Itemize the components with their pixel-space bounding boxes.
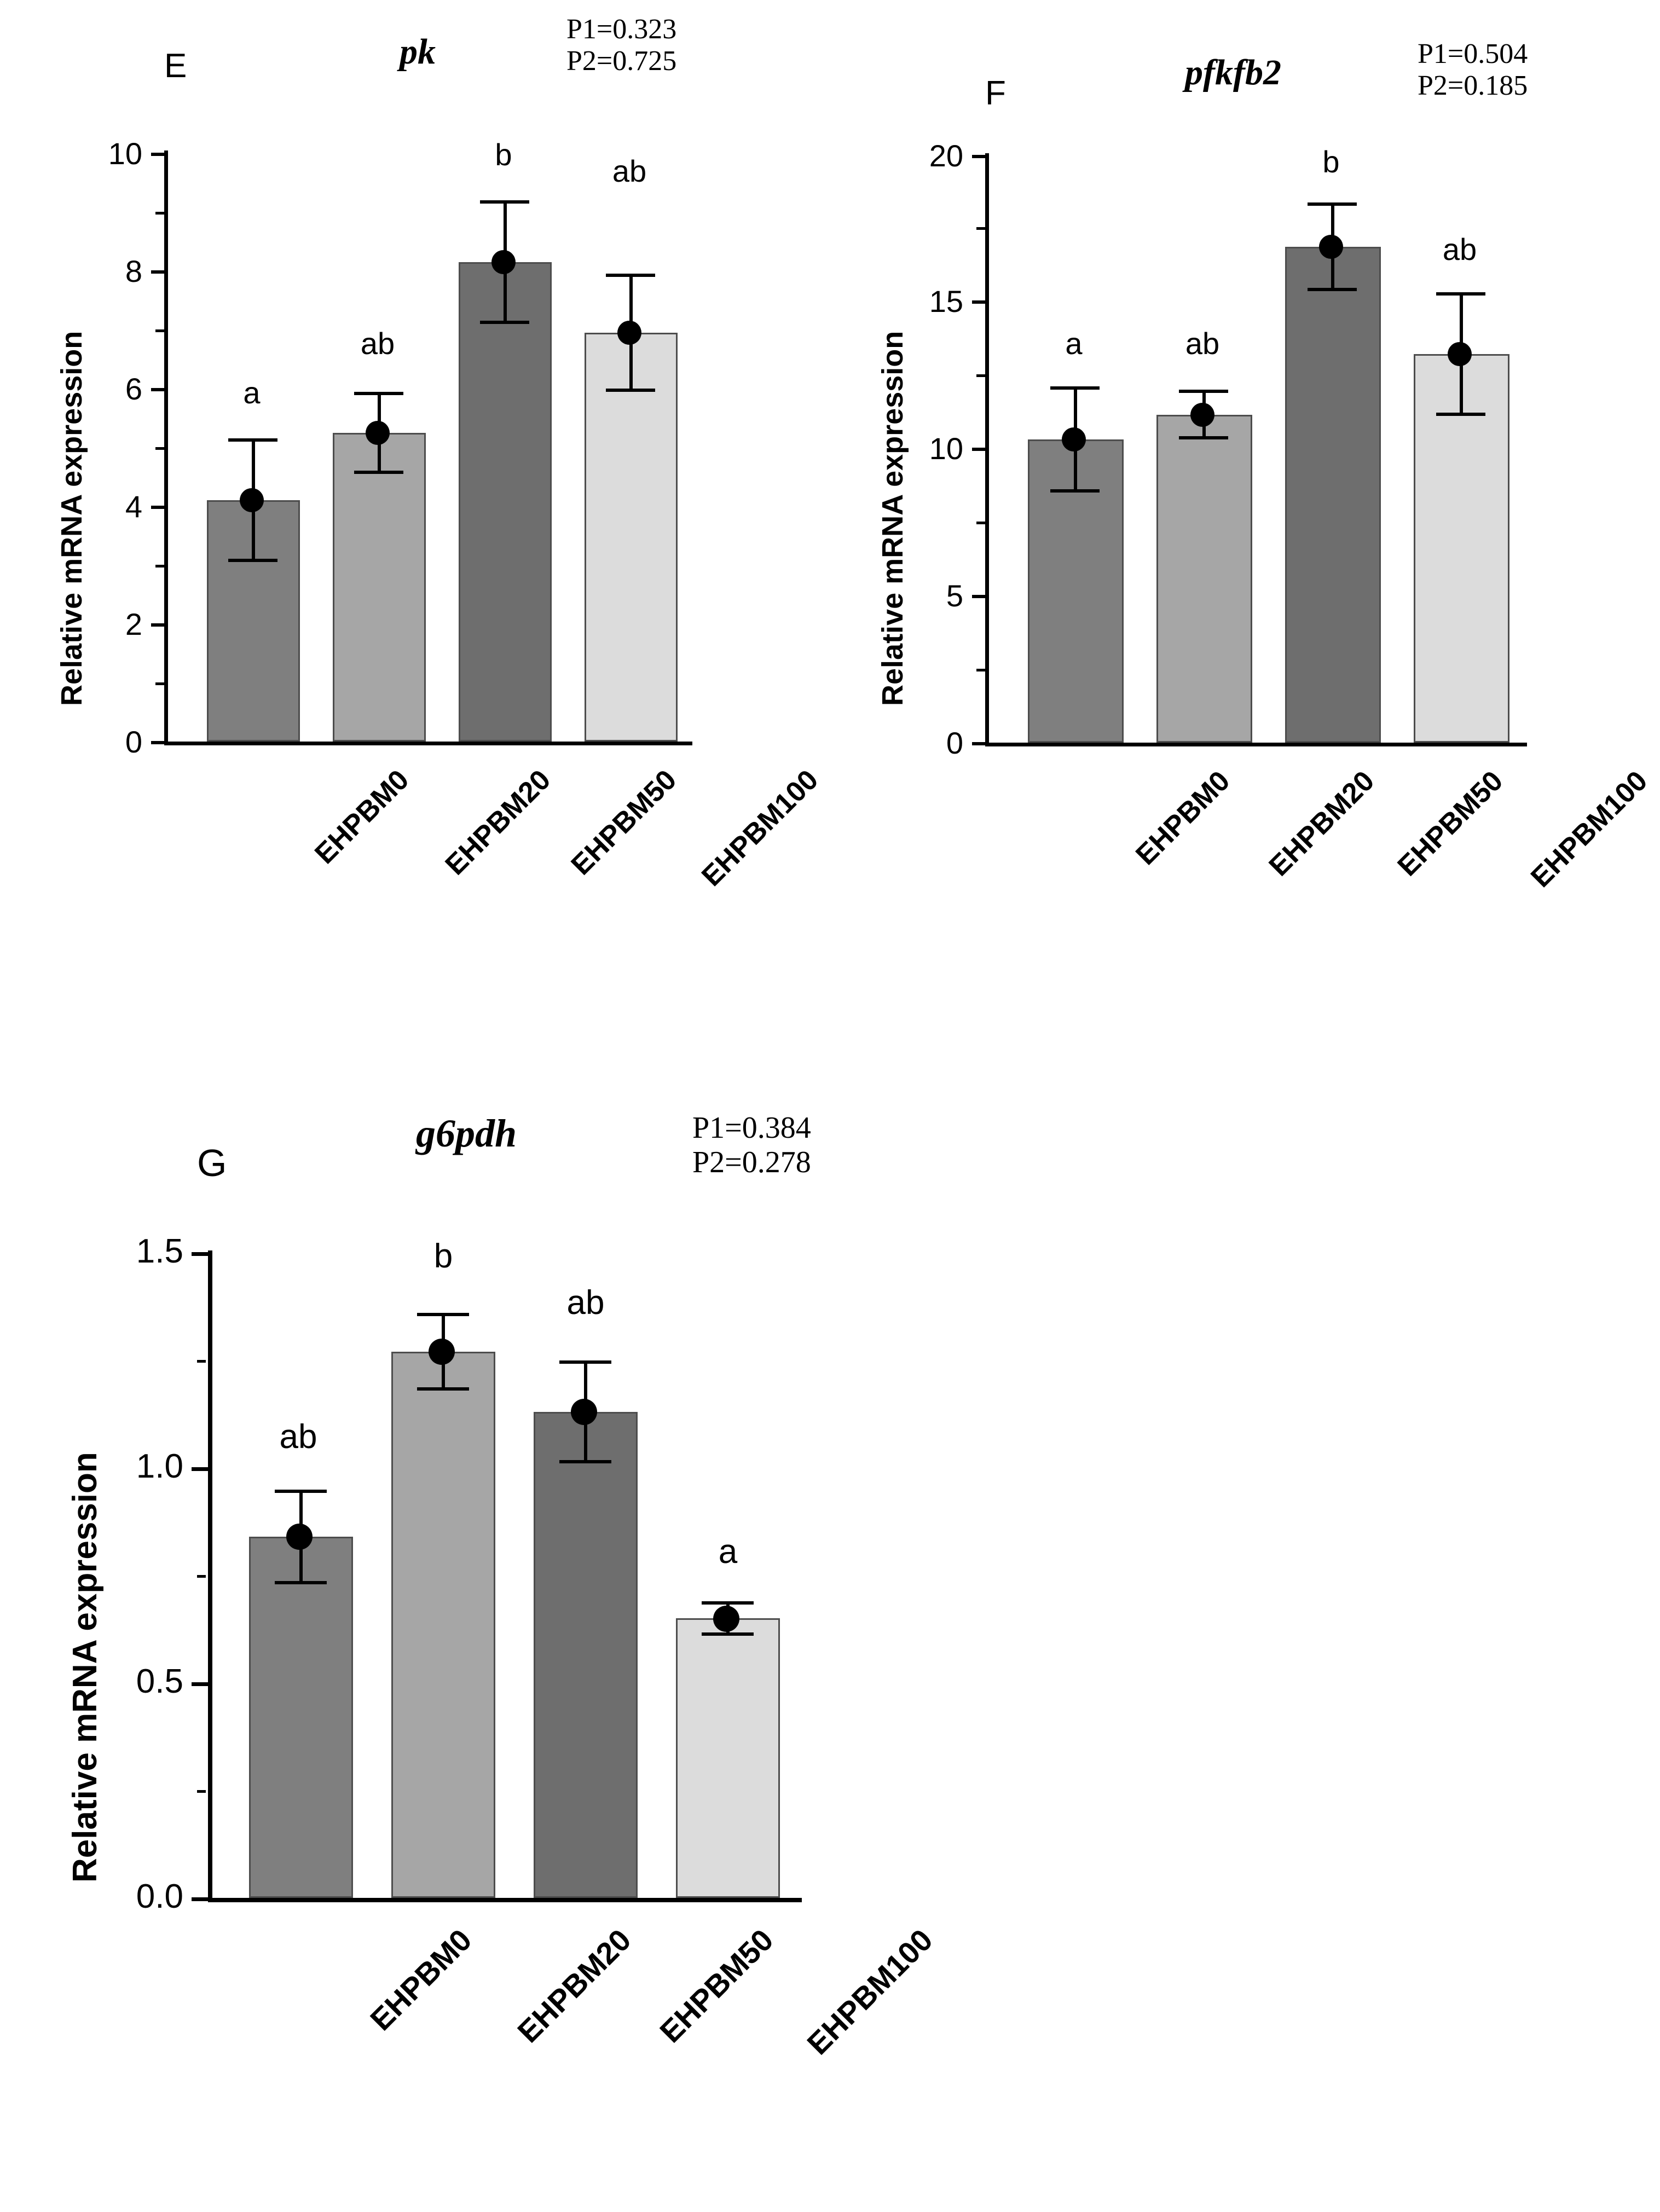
panel-g-ticklabel-1p5: 1.5 bbox=[136, 1232, 183, 1270]
panel-f-tick-5 bbox=[972, 595, 985, 598]
datapoint-e-ehpbm50 bbox=[491, 250, 516, 274]
errorcap-f-ehpbm20-top bbox=[1179, 390, 1228, 393]
errorcap-e-ehpbm0-bottom bbox=[228, 559, 277, 562]
errorcap-e-ehpbm100-bottom bbox=[606, 389, 655, 392]
panel-e-tick-8 bbox=[151, 270, 164, 274]
panel-e-tick-minor-5 bbox=[155, 447, 164, 450]
panel-g-title: g6pdh bbox=[416, 1111, 517, 1155]
datapoint-g-ehpbm0 bbox=[286, 1524, 313, 1550]
panel-e-ticklabel-0: 0 bbox=[125, 725, 142, 759]
datapoint-g-ehpbm50 bbox=[571, 1399, 597, 1425]
errorcap-f-ehpbm50-bottom bbox=[1308, 288, 1357, 291]
xlabel-f-ehpbm0: EHPBM0 bbox=[1130, 765, 1236, 871]
panel-f-tick-0 bbox=[972, 742, 985, 745]
panel-f-tick-minor-2p5 bbox=[976, 669, 985, 671]
datapoint-f-ehpbm50 bbox=[1319, 235, 1343, 259]
xlabel-e-ehpbm0: EHPBM0 bbox=[309, 763, 415, 870]
xlabel-f-ehpbm100: EHPBM100 bbox=[1525, 765, 1654, 894]
panel-letter-f: F bbox=[985, 74, 1006, 112]
panel-e-tick-6 bbox=[151, 388, 164, 391]
bar-e-ehpbm20 bbox=[333, 433, 426, 742]
bar-f-ehpbm50 bbox=[1285, 247, 1381, 743]
panel-e-tick-10 bbox=[151, 153, 164, 156]
panel-f-ticklabel-0: 0 bbox=[946, 726, 963, 760]
siglabel-f-ehpbm50: b bbox=[1322, 144, 1340, 179]
panel-g-p1: P1=0.384 bbox=[692, 1111, 811, 1145]
xlabel-g-ehpbm0: EHPBM0 bbox=[363, 1922, 478, 2037]
bar-e-ehpbm100 bbox=[585, 333, 678, 742]
siglabel-f-ehpbm20: ab bbox=[1185, 326, 1220, 361]
panel-f-pvalues bbox=[1418, 38, 1528, 102]
panel-g-tick-1p5 bbox=[192, 1252, 208, 1256]
panel-f-tick-minor-12p5 bbox=[976, 374, 985, 377]
siglabel-g-ehpbm20: b bbox=[433, 1237, 453, 1275]
datapoint-g-ehpbm20 bbox=[429, 1339, 455, 1365]
panel-e-tick-minor-3 bbox=[155, 565, 164, 568]
errorcap-g-ehpbm0-bottom bbox=[275, 1581, 327, 1584]
bar-g-ehpbm50 bbox=[534, 1412, 638, 1898]
panel-g-ticklabel-0: 0.0 bbox=[136, 1878, 183, 1915]
panel-g-x-axis bbox=[208, 1898, 802, 1902]
datapoint-e-ehpbm100 bbox=[617, 321, 641, 345]
siglabel-e-ehpbm50: b bbox=[495, 137, 512, 172]
panel-e-tick-0 bbox=[151, 741, 164, 744]
panel-e-title: pk bbox=[400, 32, 436, 72]
errorcap-g-ehpbm100-bottom bbox=[702, 1632, 754, 1636]
panel-g-ylabel: Relative mRNA expression bbox=[66, 1452, 104, 1883]
panel-f-tick-minor-17p5 bbox=[976, 227, 985, 230]
xlabel-e-ehpbm20: EHPBM20 bbox=[439, 763, 557, 882]
panel-e-ylabel: Relative mRNA expression bbox=[55, 331, 88, 706]
errorcap-e-ehpbm0-top bbox=[228, 438, 277, 442]
errorcap-f-ehpbm100-top bbox=[1436, 292, 1485, 296]
panel-f-tick-10 bbox=[972, 448, 985, 451]
siglabel-g-ehpbm0: ab bbox=[279, 1418, 317, 1456]
panel-g-pvalues bbox=[692, 1111, 811, 1179]
panel-f-title: pfkfb2 bbox=[1185, 53, 1281, 92]
datapoint-f-ehpbm0 bbox=[1062, 427, 1086, 451]
xlabel-f-ehpbm20: EHPBM20 bbox=[1263, 765, 1381, 883]
panel-g-y-axis bbox=[208, 1250, 212, 1902]
bar-g-ehpbm20 bbox=[391, 1352, 495, 1898]
panel-e-pvalues bbox=[566, 14, 676, 77]
panel-e-tick-2 bbox=[151, 623, 164, 627]
errorcap-f-ehpbm0-bottom bbox=[1050, 489, 1100, 493]
panel-e-ticklabel-2: 2 bbox=[125, 607, 142, 641]
errorcap-g-ehpbm20-bottom bbox=[417, 1387, 469, 1391]
xlabel-f-ehpbm50: EHPBM50 bbox=[1391, 765, 1509, 883]
panel-e-x-axis bbox=[164, 742, 692, 745]
xlabel-g-ehpbm100: EHPBM100 bbox=[800, 1922, 939, 2062]
siglabel-e-ehpbm100: ab bbox=[612, 154, 647, 188]
errorcap-e-ehpbm50-top bbox=[480, 200, 529, 204]
xlabel-g-ehpbm50: EHPBM50 bbox=[653, 1922, 780, 2049]
panel-e-ticklabel-8: 8 bbox=[125, 254, 142, 288]
panel-e-ticklabel-6: 6 bbox=[125, 372, 142, 406]
errorcap-f-ehpbm50-top bbox=[1308, 202, 1357, 206]
errorcap-g-ehpbm20-top bbox=[417, 1313, 469, 1316]
siglabel-g-ehpbm50: ab bbox=[566, 1284, 605, 1322]
datapoint-e-ehpbm0 bbox=[240, 488, 264, 512]
panel-letter-g: G bbox=[197, 1142, 227, 1184]
bar-f-ehpbm20 bbox=[1156, 415, 1252, 743]
panel-e-tick-minor-9 bbox=[155, 212, 164, 215]
panel-f-tick-15 bbox=[972, 300, 985, 304]
datapoint-f-ehpbm20 bbox=[1190, 403, 1214, 427]
panel-e-ticklabel-4: 4 bbox=[125, 489, 142, 524]
bar-g-ehpbm100 bbox=[676, 1618, 780, 1898]
errorcap-f-ehpbm100-bottom bbox=[1436, 413, 1485, 416]
panel-f-x-axis bbox=[985, 743, 1527, 746]
panel-g-tick-minor-0p75 bbox=[197, 1575, 206, 1578]
siglabel-e-ehpbm20: ab bbox=[360, 326, 395, 361]
bar-e-ehpbm50 bbox=[459, 262, 552, 742]
datapoint-g-ehpbm100 bbox=[713, 1606, 739, 1632]
errorcap-g-ehpbm50-top bbox=[559, 1360, 611, 1364]
panel-g-ticklabel-0p5: 0.5 bbox=[136, 1663, 183, 1700]
panel-f-ticklabel-15: 15 bbox=[929, 284, 963, 319]
panel-f-tick-20 bbox=[972, 155, 985, 158]
bar-g-ehpbm0 bbox=[249, 1537, 353, 1898]
panel-f-p1: P1=0.504 bbox=[1418, 38, 1528, 70]
siglabel-g-ehpbm100: a bbox=[718, 1533, 738, 1571]
panel-g-tick-0p5 bbox=[192, 1682, 208, 1686]
errorcap-e-ehpbm100-top bbox=[606, 274, 655, 277]
panel-e-ticklabel-10: 10 bbox=[108, 136, 142, 171]
panel-e-y-axis bbox=[164, 150, 168, 745]
panel-f-ticklabel-20: 20 bbox=[929, 138, 963, 173]
panel-f-y-axis bbox=[985, 153, 989, 746]
panel-g-tick-1p0 bbox=[192, 1467, 208, 1471]
panel-e-p2: P2=0.725 bbox=[566, 45, 677, 77]
panel-e-tick-4 bbox=[151, 506, 164, 509]
siglabel-e-ehpbm0: a bbox=[243, 375, 261, 410]
errorcap-g-ehpbm0-top bbox=[275, 1490, 327, 1493]
panel-letter-e: E bbox=[164, 47, 187, 85]
panel-e-p1: P1=0.323 bbox=[566, 14, 677, 45]
datapoint-f-ehpbm100 bbox=[1448, 342, 1472, 366]
siglabel-f-ehpbm0: a bbox=[1065, 326, 1083, 361]
panel-g-tick-0 bbox=[192, 1897, 208, 1901]
panel-f-ylabel: Relative mRNA expression bbox=[876, 331, 909, 706]
panel-g-p2: P2=0.278 bbox=[692, 1145, 811, 1179]
panel-g-ticklabel-1p0: 1.0 bbox=[136, 1447, 183, 1485]
siglabel-f-ehpbm100: ab bbox=[1442, 232, 1477, 267]
errorcap-e-ehpbm20-top bbox=[354, 392, 403, 395]
datapoint-e-ehpbm20 bbox=[366, 421, 390, 445]
panel-g-tick-minor-1p25 bbox=[197, 1360, 206, 1363]
panel-f-tick-minor-7p5 bbox=[976, 522, 985, 524]
errorcap-g-ehpbm100-top bbox=[702, 1601, 754, 1605]
errorcap-g-ehpbm50-bottom bbox=[559, 1460, 611, 1463]
errorcap-f-ehpbm20-bottom bbox=[1179, 436, 1228, 439]
xlabel-e-ehpbm50: EHPBM50 bbox=[565, 763, 683, 882]
panel-e-tick-minor-7 bbox=[155, 329, 164, 332]
panel-f-ticklabel-10: 10 bbox=[929, 431, 963, 466]
panel-f-p2: P2=0.185 bbox=[1418, 70, 1528, 102]
errorcap-e-ehpbm20-bottom bbox=[354, 471, 403, 474]
xlabel-g-ehpbm20: EHPBM20 bbox=[511, 1922, 638, 2049]
errorcap-f-ehpbm0-top bbox=[1050, 386, 1100, 390]
panel-e-tick-minor-1 bbox=[155, 682, 164, 685]
errorcap-e-ehpbm50-bottom bbox=[480, 321, 529, 324]
panel-f-ticklabel-5: 5 bbox=[946, 578, 963, 613]
xlabel-e-ehpbm100: EHPBM100 bbox=[696, 763, 825, 893]
panel-g-tick-minor-0p25 bbox=[197, 1790, 206, 1793]
